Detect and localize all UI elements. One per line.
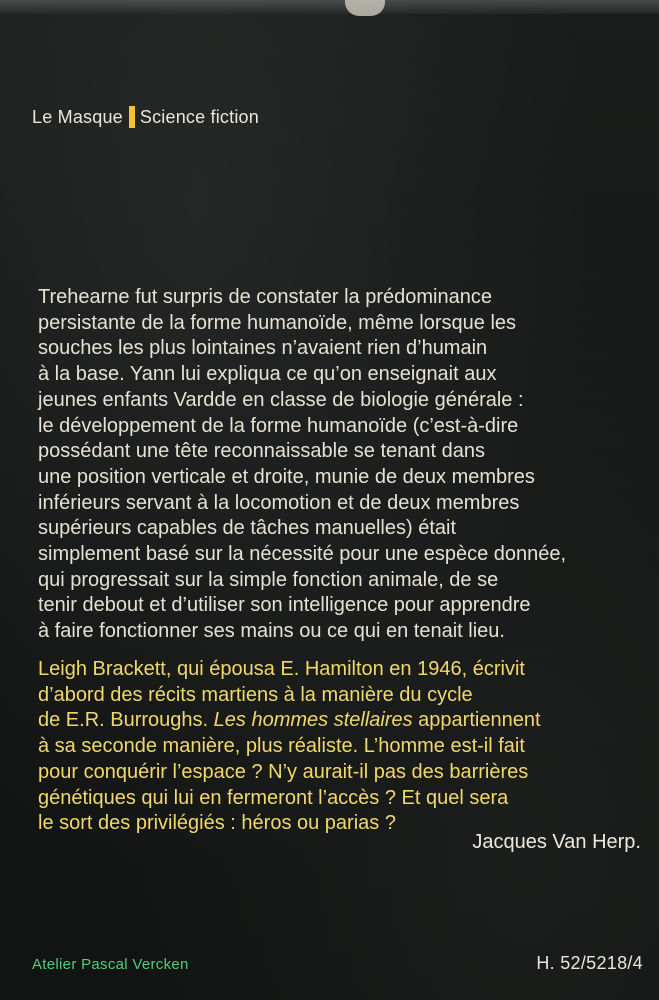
excerpt-line: supérieurs capables de tâches manuelles) était [38,517,457,540]
excerpt-line: à faire fonctionner ses mains ou ce qui en tenait lieu. [38,620,505,643]
excerpt-line: souches les plus lointaines n’avaient rien d’humain [38,337,488,360]
blurb-line: Leigh Brackett, qui épousa E. Hamilton en 1946, écrivit [38,658,525,680]
blurb-line: le sort des privilégiés : héros ou parias ? [38,812,396,835]
excerpt-line: inférieurs servant à la locomotion et de deux membres [38,491,520,514]
excerpt-line: simplement basé sur la nécessité pour une espèce donnée, [38,543,567,566]
excerpt-paragraph [38,285,566,645]
excerpt-line: persistante de la forme humanoïde, même lorsque les [38,311,517,334]
blurb-line: à sa seconde manière, plus réaliste. L’homme est-il fait [38,735,525,758]
blurb-line: génétiques qui lui en fermeront l’accès ? Et quel sera [38,786,509,809]
cover-art-credit: Atelier Pascal Vercken [32,956,189,973]
excerpt-line: possédant une tête reconnaissable se tenant dans [38,440,485,463]
publisher-name: Le Masque [32,106,123,127]
excerpt-line: tenir debout et d’utiliser son intelligence pour apprendre [38,594,531,617]
excerpt-line: qui progressait sur la simple fonction animale, de se [38,568,499,591]
excerpt-line: à la base. Yann lui expliqua ce qu’on enseignait aux [38,363,497,386]
catalog-code: H. 52/5218/4 [536,953,643,973]
blurb-line: d’abord des récits martiens à la manière du cycle [38,683,473,706]
series-header [32,106,259,128]
excerpt-line: une position verticale et droite, munie de deux membres [38,465,535,488]
blurb-line [38,708,541,734]
blurb-text: de E.R. Burroughs. [38,709,214,732]
series-separator-bar [129,106,135,128]
blurb-line: pour conquérir l’espace ? N’y aurait-il pas des barrières [38,760,529,783]
critic-signature: Jacques Van Herp. [472,831,641,853]
book-title: Les hommes stellaires [213,709,413,732]
collection-name: Science fiction [139,106,259,127]
blurb-text: appartiennent [412,709,541,732]
author-blurb-paragraph [38,657,541,837]
excerpt-line: le développement de la forme humanoïde (c’est-à-dire [38,414,519,437]
cover-worn-edge [0,0,659,14]
excerpt-line: jeunes enfants Vardde en classe de biologie générale : [38,388,524,411]
excerpt-line: Trehearne fut surpris de constater la prédominance [38,286,492,308]
